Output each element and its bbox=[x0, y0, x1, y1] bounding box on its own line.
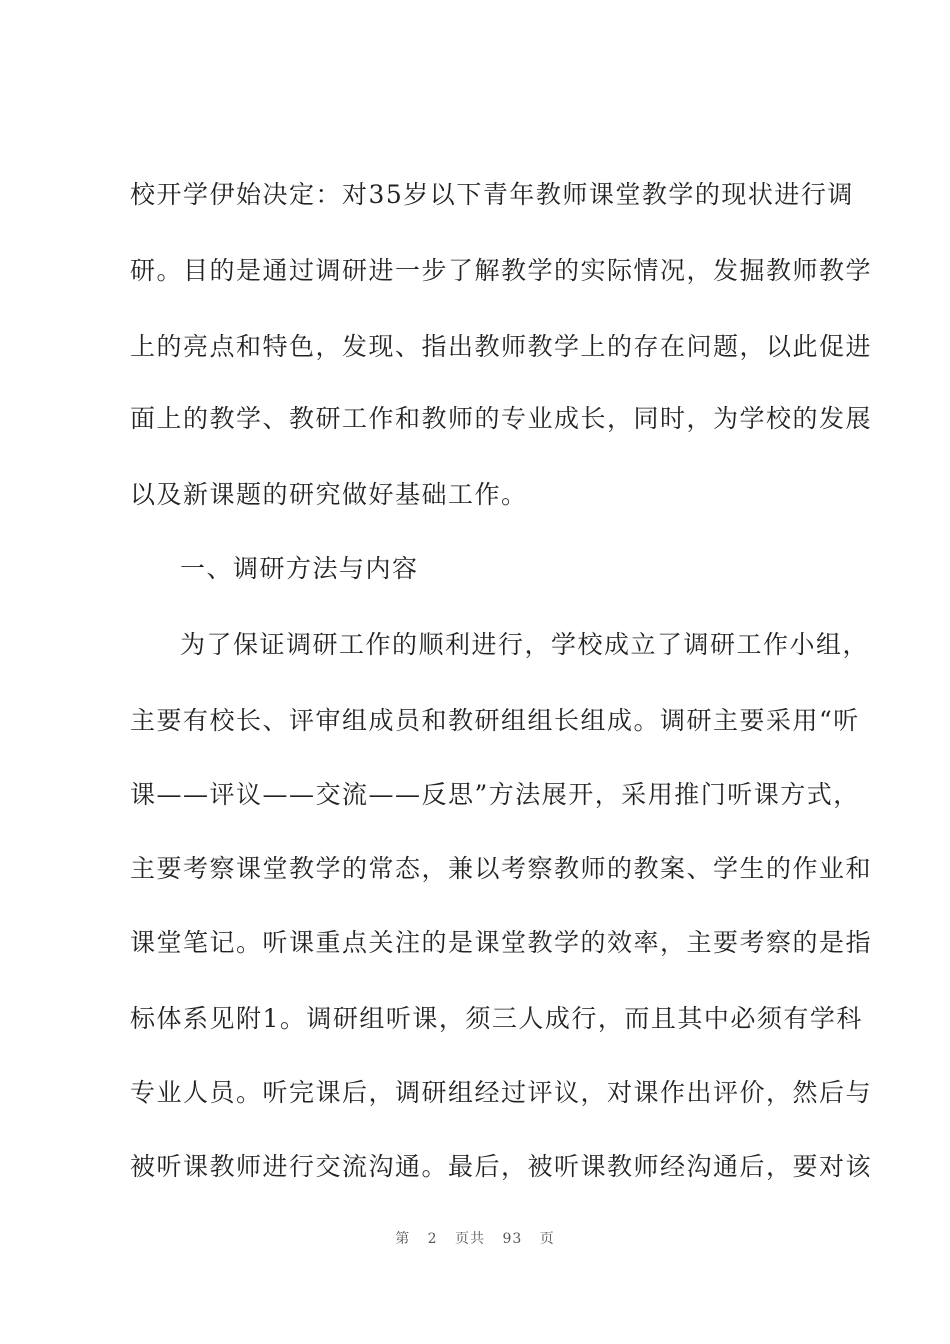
paragraph-line: 课堂笔记。听课重点关注的是课堂教学的效率，主要考察的是指 bbox=[130, 928, 873, 957]
paragraph-line: 以及新课题的研究做好基础工作。 bbox=[130, 480, 528, 509]
paragraph-line: 研。目的是通过调研进一步了解教学的实际情况，发掘教师教学 bbox=[130, 256, 873, 285]
page-footer bbox=[0, 1228, 950, 1248]
paragraph-line: 专业人员。听完课后，调研组经过评议，对课作出评价，然后与 bbox=[130, 1078, 873, 1107]
section-heading: 一、调研方法与内容 bbox=[180, 554, 419, 583]
paragraph-line: 上的亮点和特色，发现、指出教师教学上的存在问题，以此促进 bbox=[130, 332, 873, 361]
paragraph-line: 主要考察课堂教学的常态，兼以考察教师的教案、学生的作业和 bbox=[130, 854, 873, 883]
paragraph-line: 为了保证调研工作的顺利进行，学校成立了调研工作小组， bbox=[180, 630, 870, 659]
footer-label-page: 第 bbox=[395, 1231, 411, 1247]
footer-label-pages: 页 bbox=[539, 1231, 555, 1247]
paragraph-line: 校开学伊始决定：对35岁以下青年教师课堂教学的现状进行调 bbox=[130, 180, 854, 209]
footer-current-page: 2 bbox=[427, 1231, 438, 1247]
footer-total-pages: 93 bbox=[502, 1231, 523, 1247]
paragraph-line: 标体系见附1。调研组听课，须三人成行，而且其中必须有学科 bbox=[130, 1004, 863, 1033]
paragraph-line: 面上的教学、教研工作和教师的专业成长，同时，为学校的发展 bbox=[130, 404, 873, 433]
footer-label-of: 页共 bbox=[455, 1231, 486, 1247]
paragraph-line: 主要有校长、评审组成员和教研组组长组成。调研主要采用“听 bbox=[130, 706, 860, 735]
paragraph-line: 被听课教师进行交流沟通。最后，被听课教师经沟通后，要对该 bbox=[130, 1152, 873, 1181]
paragraph-line: 课——评议——交流——反思”方法展开，采用推门听课方式， bbox=[130, 780, 860, 809]
